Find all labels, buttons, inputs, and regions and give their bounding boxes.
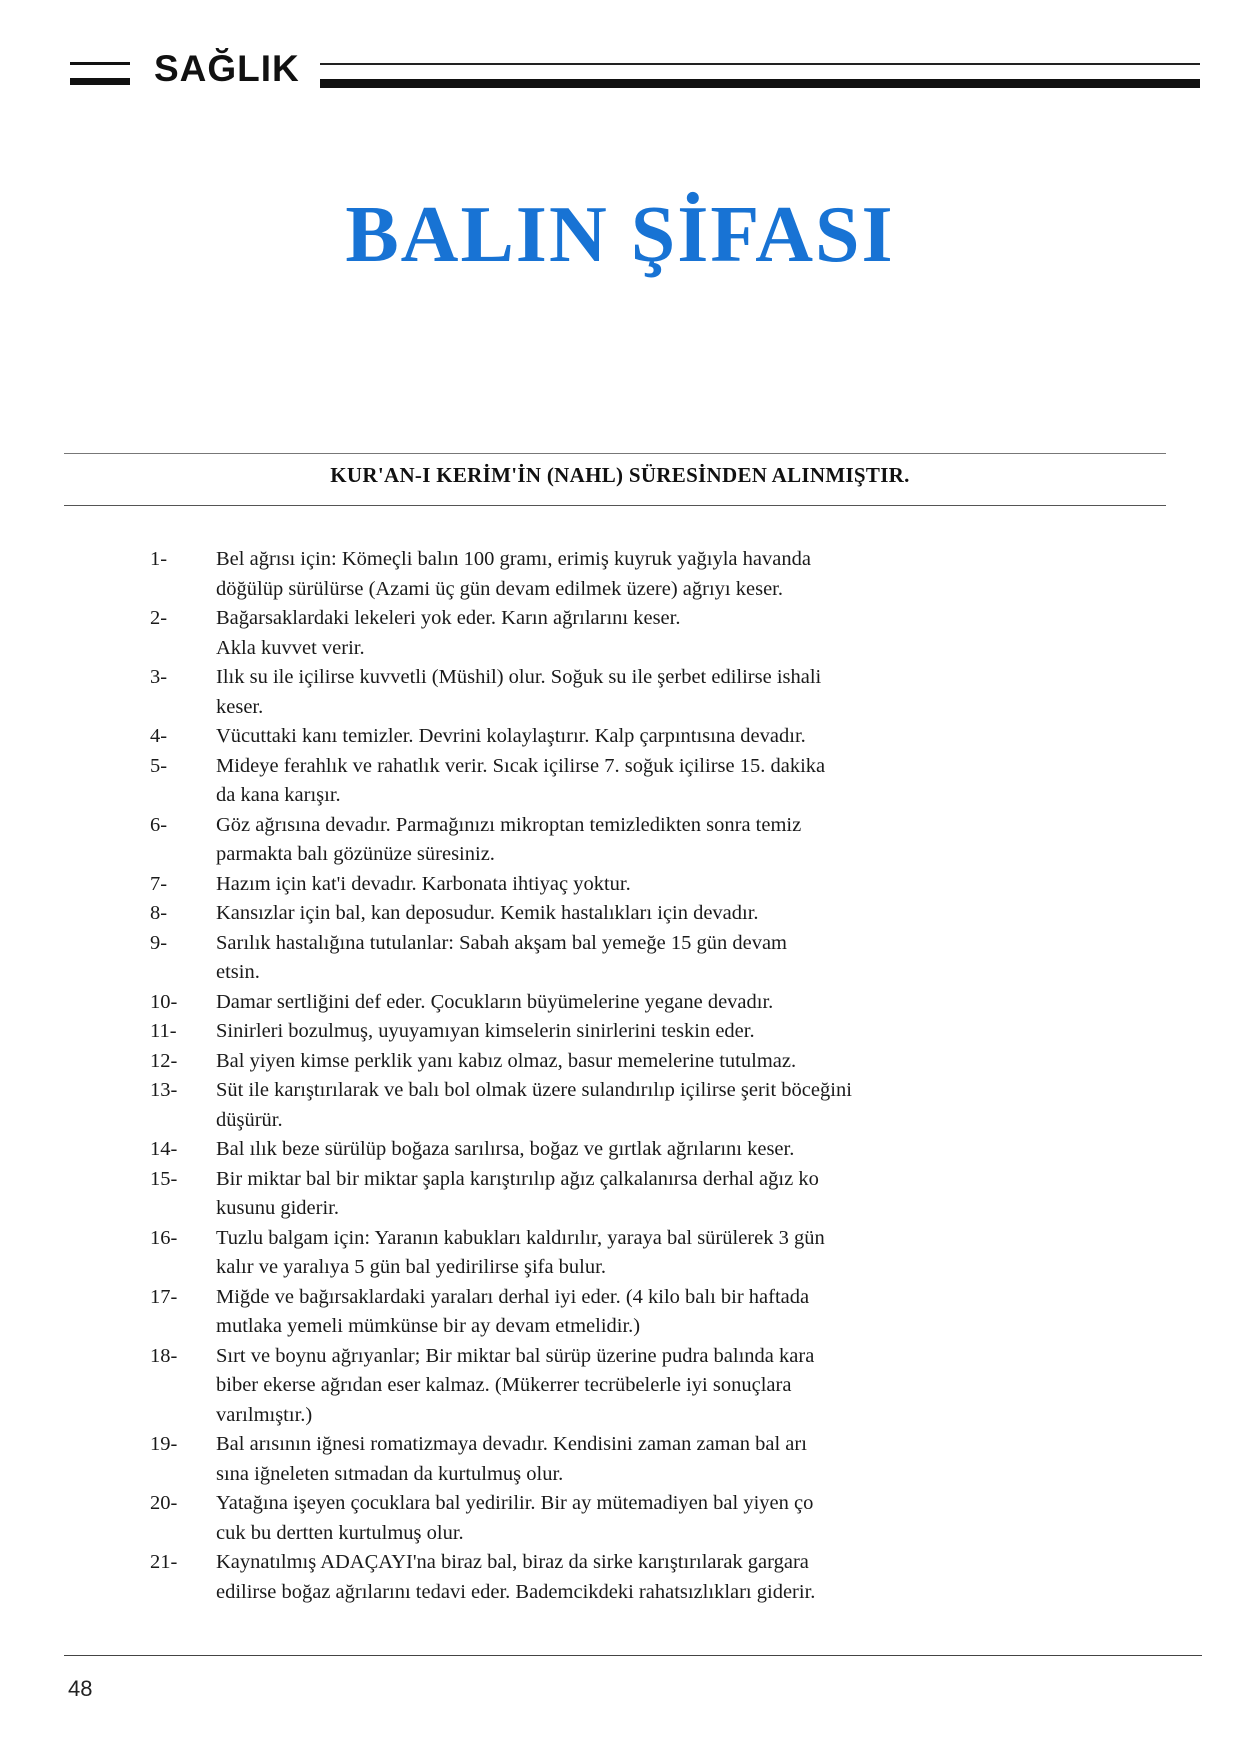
list-item-line: Tuzlu balgam için: Yaranın kabukları kaldırılır, yaraya bal sürülerek 3 gün	[216, 1226, 825, 1249]
remedy-list	[150, 545, 1080, 1607]
list-item-line: Damar sertliğini def eder. Çocukların büyümelerine yegane devadır.	[216, 990, 774, 1013]
list-item-number: 20-	[150, 1492, 178, 1514]
list-item	[150, 1430, 1080, 1489]
list-item	[150, 722, 1080, 752]
list-item-number: 1-	[150, 548, 168, 570]
list-item-text	[216, 899, 1080, 929]
list-item-number: 2-	[150, 607, 168, 629]
list-item-line: Bal ılık beze sürülüp boğaza sarılırsa, boğaz ve gırtlak ağrılarını keser.	[216, 1138, 795, 1160]
list-item-text	[216, 752, 1080, 811]
list-item-line: Sarılık hastalığına tutulanlar: Sabah akşam bal yemeğe 15 gün devam	[216, 931, 787, 954]
list-item-number: 7-	[150, 872, 168, 895]
list-item-text	[216, 722, 1080, 752]
list-item-line: Hazım için kat'i devadır. Karbonata ihtiyaç yoktur.	[216, 872, 631, 895]
list-item-line: Akla kuvvet verir.	[216, 636, 365, 659]
list-item-number: 17-	[150, 1285, 178, 1308]
list-item-line: edilirse boğaz ağrılarını tedavi eder. Bademcikdeki rahatsızlıkları giderir.	[216, 1580, 816, 1603]
list-item-text	[216, 1076, 1080, 1135]
list-item-line: biber ekerse ağrıdan eser kalmaz. (Mükerrer tecrübelerle iyi sonuçlara	[216, 1374, 792, 1396]
list-item-number: 16-	[150, 1226, 178, 1249]
list-item-line: Kaynatılmış ADAÇAYI'na biraz bal, biraz da sirke karıştırılarak gargara	[216, 1551, 809, 1573]
list-item-text	[216, 1489, 1080, 1548]
list-item	[150, 988, 1080, 1018]
subtitle-rule-top	[64, 453, 1166, 454]
list-item-line: Ilık su ile içilirse kuvvetli (Müshil) olur. Soğuk su ile şerbet edilirse ishali	[216, 666, 822, 688]
list-item-number: 9-	[150, 931, 168, 954]
list-item-text	[216, 870, 1080, 900]
list-item-line: parmakta balı gözünüze süresiniz.	[216, 843, 495, 865]
list-item-line: Kansızlar için bal, kan deposudur. Kemik hastalıkları için devadır.	[216, 902, 759, 924]
list-item-line: Mideye ferahlık ve rahatlık verir. Sıcak içilirse 7. soğuk içilirse 15. dakika	[216, 754, 826, 777]
list-item-line: Bel ağrısı için: Kömeçli balın 100 gramı, erimiş kuyruk yağıyla havanda	[216, 548, 811, 570]
list-item-text	[216, 1283, 1080, 1342]
list-item-text	[216, 1135, 1080, 1165]
list-item	[150, 1165, 1080, 1224]
list-item-line: Vücuttaki kanı temizler. Devrini kolaylaştırır. Kalp çarpıntısına devadır.	[216, 725, 806, 747]
header-rule-thick	[320, 79, 1200, 88]
page-number: 48	[68, 1676, 93, 1701]
list-item-line: Göz ağrısına devadır. Parmağınızı mikroptan temizledikten sonra temiz	[216, 813, 802, 836]
list-item-line: Sırt ve boynu ağrıyanlar; Bir miktar bal sürüp üzerine pudra balında kara	[216, 1344, 815, 1367]
list-item-text	[216, 929, 1080, 988]
list-item	[150, 1224, 1080, 1283]
list-item-number: 3-	[150, 666, 168, 688]
list-item-line: sına iğneleten sıtmadan da kurtulmuş olur.	[216, 1462, 564, 1485]
list-item	[150, 811, 1080, 870]
list-item-number: 12-	[150, 1049, 178, 1072]
list-item-text	[216, 1047, 1080, 1077]
subtitle-rule-bottom	[64, 505, 1166, 506]
list-item-line: kusunu giderir.	[216, 1197, 339, 1219]
list-item-line: düşürür.	[216, 1108, 283, 1131]
list-item-line: Süt ile karıştırılarak ve balı bol olmak üzere sulandırılıp içilirse şerit böceğini	[216, 1079, 852, 1101]
list-item-number: 18-	[150, 1344, 178, 1367]
list-item-line: Yatağına işeyen çocuklara bal yedirilir. Bir ay mütemadiyen bal yiyen ço	[216, 1492, 814, 1514]
list-item-line: Bal yiyen kimse perklik yanı kabız olmaz, basur memelerine tutulmaz.	[216, 1049, 797, 1072]
list-item-line: etsin.	[216, 961, 260, 983]
list-item-number: 4-	[150, 725, 168, 747]
list-item-line: döğülüp sürülürse (Azami üç gün devam edilmek üzere) ağrıyı keser.	[216, 577, 783, 600]
list-item-line: keser.	[216, 695, 264, 718]
list-item-text	[216, 811, 1080, 870]
page-title: BALIN ŞİFASI	[345, 191, 895, 279]
list-item-line: kalır ve yaralıya 5 gün bal yedirilirse şifa bulur.	[216, 1256, 606, 1278]
list-item-text	[216, 1430, 1080, 1489]
list-item-number: 21-	[150, 1551, 178, 1573]
list-item	[150, 663, 1080, 722]
header-decor-bar	[70, 62, 130, 65]
list-item	[150, 1283, 1080, 1342]
list-item	[150, 1017, 1080, 1047]
list-item-text	[216, 1224, 1080, 1283]
list-item	[150, 545, 1080, 604]
list-item-text	[216, 988, 1080, 1018]
list-item-line: Bal arısının iğnesi romatizmaya devadır. Kendisini zaman zaman bal arı	[216, 1433, 807, 1455]
list-item-number: 8-	[150, 902, 168, 924]
list-item	[150, 1489, 1080, 1548]
list-item-line: mutlaka yemeli mümkünse bir ay devam etmelidir.)	[216, 1315, 641, 1337]
list-item-line: cuk bu dertten kurtulmuş olur.	[216, 1521, 464, 1544]
section-label: SAĞLIK	[154, 48, 300, 89]
list-item-line: Sinirleri bozulmuş, uyuyamıyan kimselerin sinirlerini teskin eder.	[216, 1020, 755, 1042]
list-item-text	[216, 1165, 1080, 1224]
list-item-line: Bir miktar bal bir miktar şapla karıştırılıp ağız çalkalanırsa derhal ağız ko	[216, 1167, 819, 1190]
footer-rule	[64, 1655, 1202, 1656]
header-rule-thin	[320, 63, 1200, 65]
list-item	[150, 1548, 1080, 1607]
list-item-line: Miğde ve bağırsaklardaki yaraları derhal iyi eder. (4 kilo balı bir haftada	[216, 1285, 810, 1308]
list-item-text	[216, 545, 1080, 604]
list-item-number: 6-	[150, 813, 168, 836]
list-item-line: Bağarsaklardaki lekeleri yok eder. Karın ağrılarını keser.	[216, 607, 681, 629]
header-decor-bar-thick	[70, 78, 130, 85]
list-item-text	[216, 663, 1080, 722]
list-item	[150, 899, 1080, 929]
list-item	[150, 929, 1080, 988]
list-item	[150, 752, 1080, 811]
list-item-number: 13-	[150, 1079, 178, 1101]
list-item-text	[216, 1548, 1080, 1607]
list-item-text	[216, 1342, 1080, 1431]
subtitle: KUR'AN-I KERİM'İN (NAHL) SÜRESİNDEN ALINMIŞTIR.	[330, 463, 910, 487]
list-item-number: 5-	[150, 754, 168, 777]
list-item-number: 19-	[150, 1433, 178, 1455]
list-item	[150, 870, 1080, 900]
list-item	[150, 604, 1080, 663]
list-item-text	[216, 1017, 1080, 1047]
list-item	[150, 1342, 1080, 1431]
list-item-number: 11-	[150, 1020, 177, 1042]
list-item-number: 10-	[150, 990, 178, 1013]
list-item-number: 15-	[150, 1167, 178, 1190]
list-item-line: varılmıştır.)	[216, 1403, 313, 1426]
list-item	[150, 1047, 1080, 1077]
list-item	[150, 1076, 1080, 1135]
list-item-text	[216, 604, 1080, 663]
list-item	[150, 1135, 1080, 1165]
list-item-number: 14-	[150, 1138, 178, 1160]
list-item-line: da kana karışır.	[216, 784, 341, 806]
